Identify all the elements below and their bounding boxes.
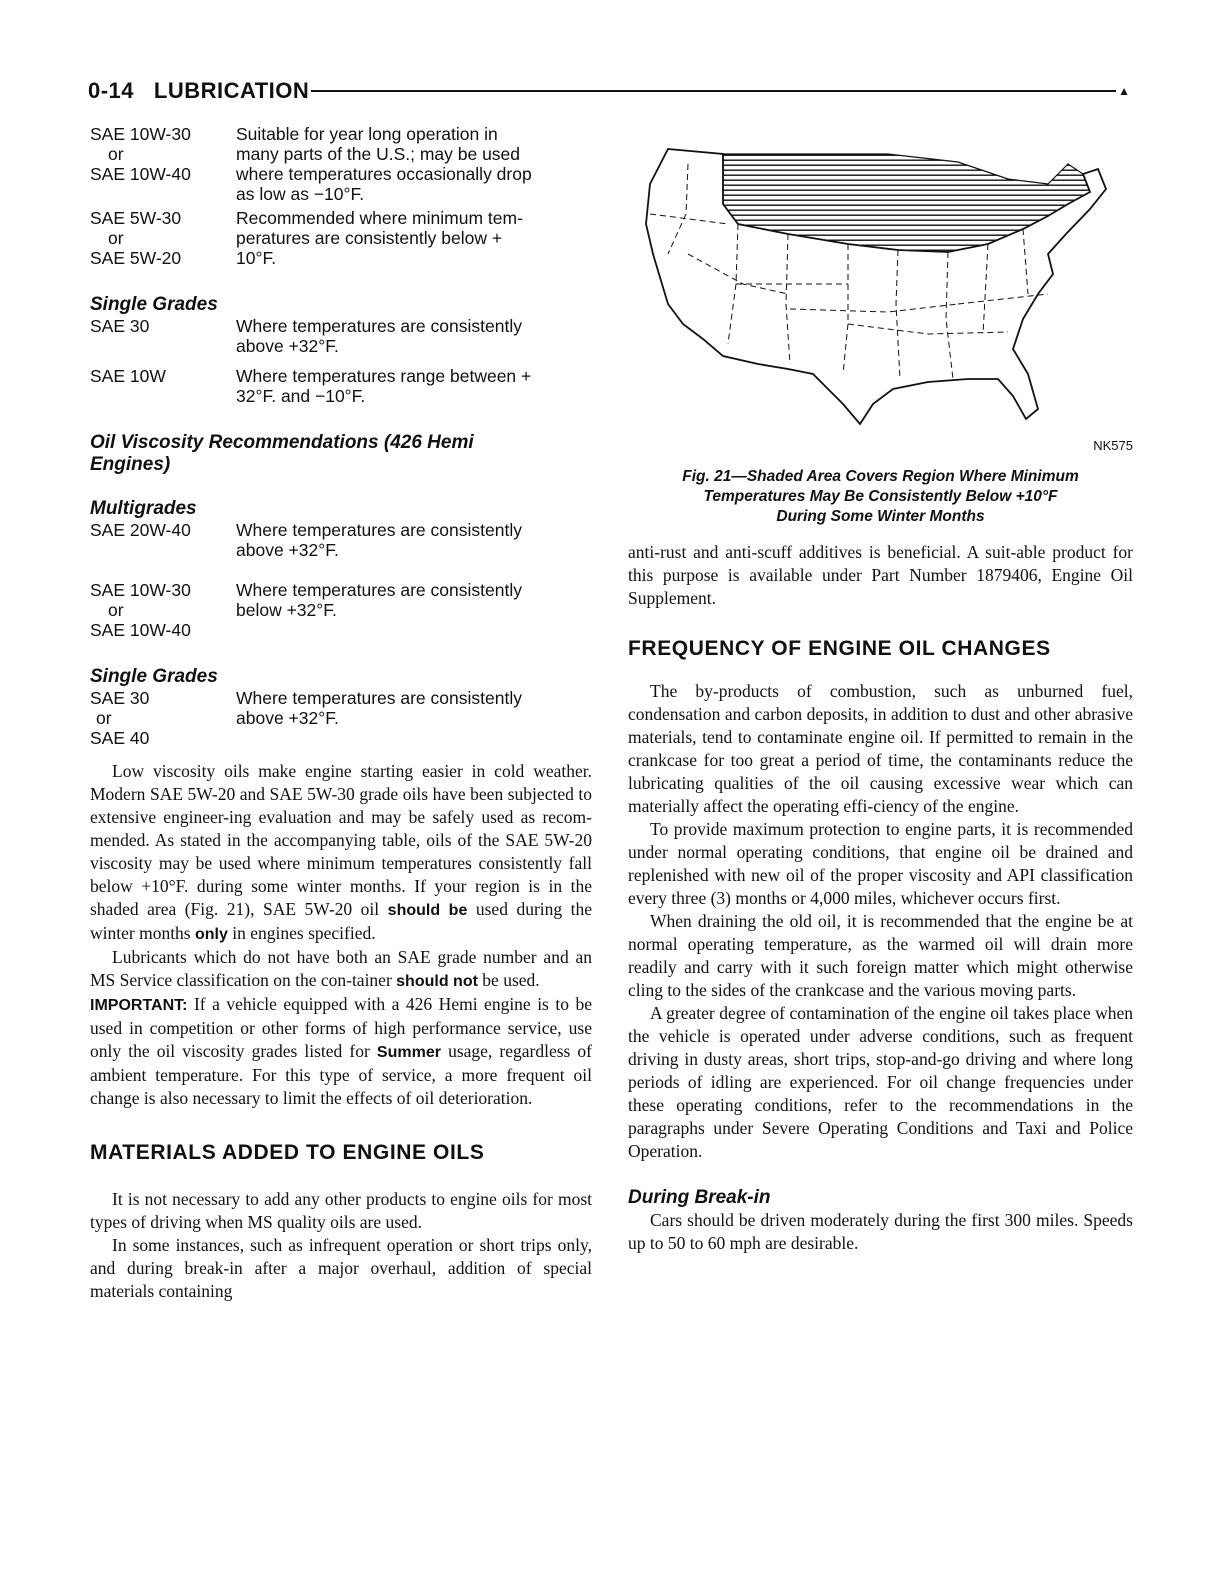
single-grades-heading: Single Grades xyxy=(90,294,218,315)
grade-label: SAE 20W-40 xyxy=(90,520,191,540)
us-map-figure xyxy=(628,134,1133,434)
section-title: LUBRICATION xyxy=(153,78,310,103)
single-grades-table-2 xyxy=(90,688,592,748)
page-header xyxy=(88,76,1130,106)
multigrades-heading: Multigrades xyxy=(90,498,197,519)
right-column xyxy=(628,134,1133,1255)
low-viscosity-paragraph: Low viscosity oils make engine starting easier in cold weather. Modern SAE 5W-20 and SAE 5W-30 grade oils have been subjected to extensive engineer-ing evaluation and may be safely used as recom-mended. As stated in the accompanying table, oils of the SAE 5W-20 viscosity may be used where minimum temperatures consistently fall below +10°F. during some winter months. If your region is in the shaded area (Fig. 21), SAE 5W-20 oil should be used during the winter months only in engines specified. xyxy=(90,761,593,943)
frequency-paragraph-2: To provide maximum protection to engine parts, it is recommended under normal operating conditions, that engine oil be drained and replenished with new oil of the proper viscosity and API classification every three (3) months or 4,000 miles, whichever occurs first. xyxy=(628,819,1133,908)
grade-desc-line: below +32°F. xyxy=(236,600,337,620)
materials-heading: MATERIALS ADDED TO ENGINE OILS xyxy=(90,1141,485,1164)
frequency-heading: FREQUENCY OF ENGINE OIL CHANGES xyxy=(628,637,1051,660)
triangle-marker-icon: ▲ xyxy=(1118,83,1130,98)
grade-label: SAE 10W-30 xyxy=(90,124,191,144)
grade-desc-line: peratures are consistently below + xyxy=(236,228,503,248)
break-in-paragraph: Cars should be driven moderately during the first 300 miles. Speeds up to 50 to 60 mph are desirable. xyxy=(628,1210,1133,1253)
grade-label: SAE 10W-30 xyxy=(90,580,191,600)
grade-desc-line: Where temperatures are consistently xyxy=(236,316,522,336)
single-grades-heading-2: Single Grades xyxy=(90,666,218,687)
important-paragraph: IMPORTANT: If a vehicle equipped with a 426 Hemi engine is to be used in competition or other forms of high performance service, use only the oil viscosity grades listed for Summer usage, regardless of ambient temperature. For this type of service, a more frequent oil change is also necessary to limit the effects of oil deterioration. xyxy=(90,994,593,1108)
grade-row xyxy=(90,316,592,356)
grade-desc-line: many parts of the U.S.; may be used xyxy=(236,144,521,164)
header-rule xyxy=(311,90,1116,92)
lubricants-paragraph: Lubricants which do not have both an SAE grade number and an MS Service classification on the con-tainer should not be used. xyxy=(90,947,592,990)
grade-desc-line: Where temperatures are consistently xyxy=(236,520,522,540)
grade-table-top xyxy=(90,124,592,268)
single-grades-table xyxy=(90,316,592,406)
grade-row xyxy=(90,124,592,204)
hemi-heading: Oil Viscosity Recommendations (426 Hemi Engines) xyxy=(90,432,474,475)
break-in-heading: During Break-in xyxy=(628,1187,771,1208)
frequency-paragraph-3: When draining the old oil, it is recommended that the engine be at normal operating temperature, as the warmed oil will drain more readily and carry with it such foreign matter which might otherwise cling to the sides of the crankcase and the various moving parts. xyxy=(628,911,1133,1000)
grade-desc-line: Where temperatures are consistently xyxy=(236,580,522,600)
frequency-paragraph-1: The by-products of combustion, such as unburned fuel, condensation and carbon deposits, in addition to dust and other abrasive materials, tend to contaminate engine oil. If permitted to remain in the crankcase for too great a period of time, the contaminants reduce the lubricating qualities of the oil causing excessive wear which can materially affect the operating effi-ciency of the engine. xyxy=(628,681,1133,816)
grade-label: SAE 10W-40 xyxy=(90,620,191,640)
materials-paragraph-2: In some instances, such as infrequent operation or short trips only, and during break-in after a major overhaul, addition of special materials containing xyxy=(90,1235,592,1301)
grade-desc-line: Recommended where minimum tem- xyxy=(236,208,523,228)
grade-desc-line: Where temperatures are consistently xyxy=(236,688,522,708)
grade-desc-line: 32°F. and −10°F. xyxy=(236,386,366,406)
grade-row xyxy=(90,520,592,560)
grade-label: SAE 30 xyxy=(90,688,150,708)
page-number: 0-14 xyxy=(88,78,135,103)
multigrades-table xyxy=(90,520,592,640)
supplement-paragraph: anti-rust and anti-scuff additives is beneficial. A suit-able product for this purpose is available under Part Number 1879406, Engine Oil Supplement. xyxy=(628,542,1133,608)
figure-label: NK575 xyxy=(1093,438,1133,453)
grade-or: or xyxy=(96,708,112,728)
grade-or: or xyxy=(108,144,124,164)
grade-label: SAE 40 xyxy=(90,728,150,748)
grade-or: or xyxy=(108,228,124,248)
grade-label: SAE 5W-20 xyxy=(90,248,182,268)
grade-label: SAE 10W xyxy=(90,366,166,386)
us-map-illustration xyxy=(628,134,1133,434)
figure-caption: Fig. 21—Shaded Area Covers Region Where Minimum Temperatures May Be Consistently Below +10°F During Some Winter Months xyxy=(682,468,1079,525)
grade-row xyxy=(90,688,592,748)
grade-desc-line: above +32°F. xyxy=(236,540,339,560)
grade-label: SAE 5W-30 xyxy=(90,208,182,228)
grade-desc-line: Where temperatures range between + xyxy=(236,366,532,386)
grade-desc-line: 10°F. xyxy=(236,248,277,268)
frequency-paragraph-4: A greater degree of contamination of the engine oil takes place when the vehicle is operated under adverse conditions, such as frequent driving in dusty areas, short trips, stop-and-go driving and where long periods of idling are experienced. For oil change frequencies under these operating conditions, refer to the recommendations in the paragraphs under Severe Operating Conditions and Taxi and Police Operation. xyxy=(628,1003,1133,1161)
grade-row xyxy=(90,580,592,640)
grade-desc-line: as low as −10°F. xyxy=(236,184,365,204)
grade-desc-line: Suitable for year long operation in xyxy=(236,124,498,144)
left-column xyxy=(90,124,592,1303)
grade-row xyxy=(90,366,592,406)
grade-row xyxy=(90,208,592,268)
grade-desc-line: above +32°F. xyxy=(236,336,339,356)
grade-desc-line: above +32°F. xyxy=(236,708,339,728)
grade-desc-line: where temperatures occasionally drop xyxy=(236,164,532,184)
grade-label: SAE 10W-40 xyxy=(90,164,191,184)
grade-or: or xyxy=(108,600,124,620)
grade-label: SAE 30 xyxy=(90,316,150,336)
shaded-region xyxy=(723,154,1090,252)
materials-paragraph-1: It is not necessary to add any other products to engine oils for most types of driving when MS quality oils are used. xyxy=(90,1189,592,1232)
